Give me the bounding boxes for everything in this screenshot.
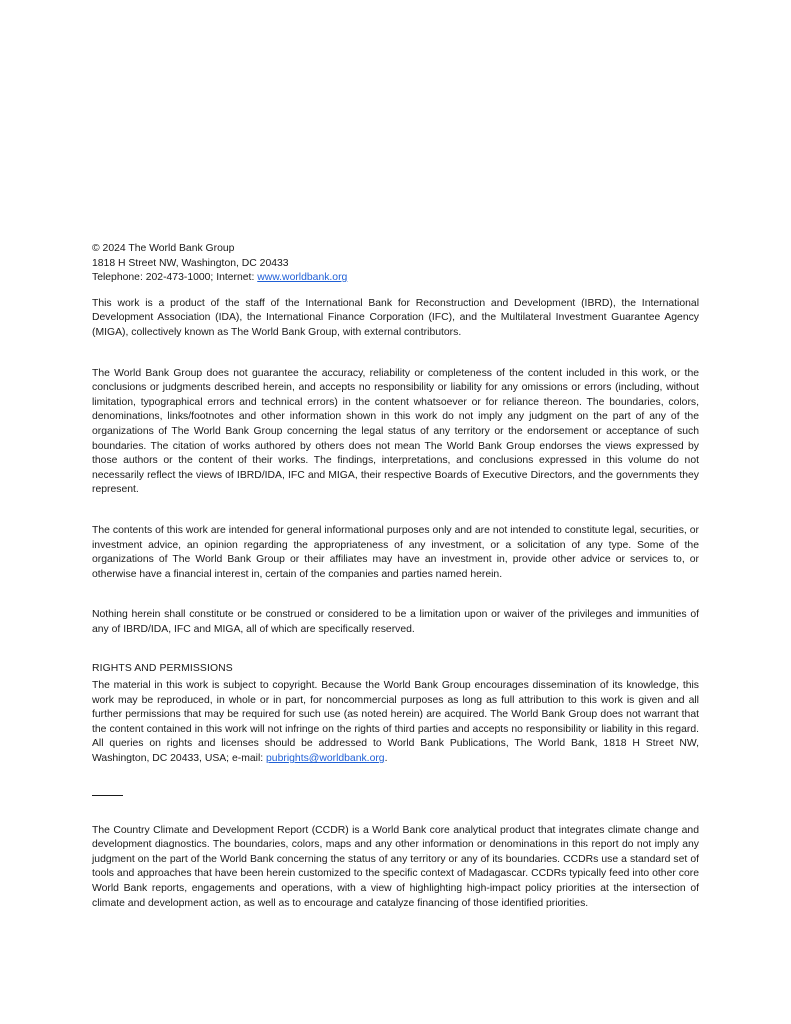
ccdr-paragraph: The Country Climate and Development Report (CCDR) is a World Bank core analytical product that integrates climate change and development diagnostics. The boundaries, colors, maps and any other information or denominations in this report do not imply any judgment on the part of the World Bank concerning the status of any territory or any of its boundaries. CCDRs use a standard set of tools and approaches that have been herein customized to the specific context of Madagascar. CCDRs typically feed into other core World Bank reports, engagements and operations, with a view of highlighting high-impact policy priorities at the intersection of climate and development action, as well as to encourage and catalyze financing of those identified priorities. bbox=[92, 824, 699, 909]
website-link[interactable]: www.worldbank.org bbox=[257, 272, 348, 284]
purpose-paragraph: The contents of this work are intended for general informational purposes only and are not intended to constitute legal, securities, or investment advice, an opinion regarding the appropriateness of any investment, or a solicitation of any type. Some of the organizations of The World Bank Group or their affiliates may have an investment in, provide other advice or services to, or otherwise have a financial interest in, certain of the companies and parties named herein. bbox=[92, 524, 699, 580]
contact-prefix: Telephone: 202-473-1000; Internet: bbox=[92, 272, 258, 284]
immunities-paragraph: Nothing herein shall constitute or be construed or considered to be a limitation upon or waiver of the privileges and immunities of any of IBRD/IDA, IFC and MIGA, all of which are specifically reserved. bbox=[92, 609, 699, 635]
rights-end: . bbox=[384, 753, 388, 765]
email-link[interactable]: pubrights@worldbank.org bbox=[266, 753, 385, 765]
rights-paragraph bbox=[92, 679, 699, 767]
contact-line bbox=[92, 271, 699, 286]
publisher-block bbox=[92, 242, 699, 286]
address-line: 1818 H Street NW, Washington, DC 20433 bbox=[92, 257, 289, 269]
product-paragraph: This work is a product of the staff of the International Bank for Reconstruction and Development (IBRD), the International Development Association (IDA), the International Finance Corporation (IFC), and the Multilateral Investment Guarantee Agency (MIGA), collectively known as The World Bank Group, with external contributors. bbox=[92, 297, 699, 338]
section-divider bbox=[92, 795, 123, 796]
copyright-page bbox=[92, 242, 699, 911]
disclaimer-paragraph: The World Bank Group does not guarantee the accuracy, reliability or completeness of the content included in this work, or the conclusions or judgments described herein, and accepts no responsibility or liability for any omissions or errors (including, without limitation, typographical errors and technical errors) in the content whatsoever or for reliance thereon. The boundaries, colors, denominations, links/footnotes and other information shown in this work do not imply any judgment on the part of any of the organizations of The World Bank Group concerning the legal status of any territory or the endorsement or acceptance of such boundaries. The citation of works authored by others does not mean The World Bank Group endorses the views expressed by those authors or the content of their works. The findings, interpretations, and conclusions expressed in this volume do not necessarily reflect the views of IBRD/IDA, IFC and MIGA, their respective Boards of Executive Directors, and the governments they represent. bbox=[92, 367, 699, 496]
copyright-line: © 2024 The World Bank Group bbox=[92, 243, 235, 254]
rights-body: The material in this work is subject to copyright. Because the World Bank Group encourages dissemination of its knowledge, this work may be reproduced, in whole or in part, for noncommercial purposes as long as full attribution to this work is given and all further permissions that may be required for such use (as noted herein) are acquired. The World Bank Group does not warrant that the content contained in this work will not infringe on the rights of third parties and accepts no responsibility or liability in this regard. All queries on rights and licenses should be addressed to World Bank Publications, The World Bank, 1818 H Street NW, Washington, DC 20433, USA; e-mail: bbox=[92, 680, 699, 765]
rights-heading: RIGHTS AND PERMISSIONS bbox=[92, 663, 233, 675]
